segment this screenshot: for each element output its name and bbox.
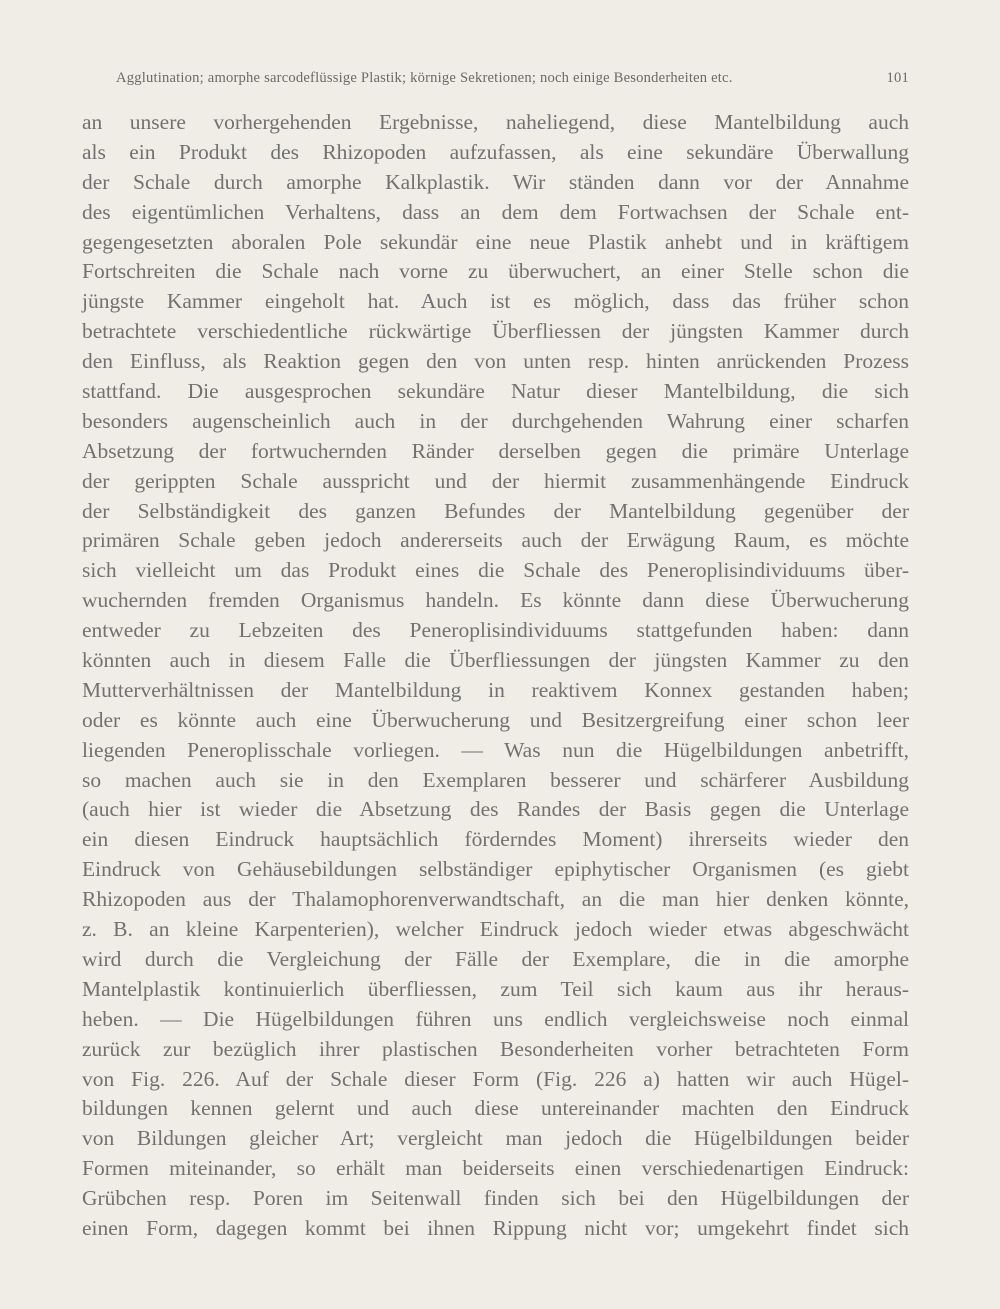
text-line: einen Form, dagegen kommt bei ihnen Rippung nicht vor; umgekehrt findet sich bbox=[82, 1215, 909, 1240]
text-line: als ein Produkt des Rhizopoden aufzufassen, als eine sekundäre Überwallung bbox=[82, 139, 909, 164]
text-line: an unsere vorhergehenden Ergebnisse, naheliegend, diese Mantelbildung auch bbox=[82, 110, 909, 134]
text-line: betrachtete verschiedentliche rückwärtige Überfliessen der jüngsten Kammer durch bbox=[82, 319, 909, 344]
text-line: Rhizopoden aus der Thalamophorenverwandtschaft, an die man hier denken könnte, bbox=[82, 887, 909, 912]
text-line: Grübchen resp. Poren im Seitenwall finden sich bei den Hügelbildungen der bbox=[82, 1186, 909, 1211]
text-line: gegengesetzten aboralen Pole sekundär eine neue Plastik anhebt und in kräftigem bbox=[82, 229, 909, 254]
text-line: stattfand. Die ausgesprochen sekundäre Natur dieser Mantelbildung, die sich bbox=[82, 379, 909, 404]
text-line: entweder zu Lebzeiten des Peneroplisindividuums stattgefunden haben: dann bbox=[82, 618, 909, 643]
text-line: bildungen kennen gelernt und auch diese untereinander machten den Eindruck bbox=[82, 1096, 909, 1121]
running-head bbox=[116, 66, 909, 90]
text-line: wuchernden fremden Organismus handeln. Es könnte dann diese Überwucherung bbox=[82, 588, 909, 613]
text-line: der Schale durch amorphe Kalkplastik. Wir ständen dann vor der Annahme bbox=[82, 169, 909, 194]
text-line: Eindruck von Gehäusebildungen selbständiger epiphytischer Organismen (es giebt bbox=[82, 857, 909, 882]
text-line: von Bildungen gleicher Art; vergleicht man jedoch die Hügelbildungen beider bbox=[82, 1126, 909, 1151]
text-line: Absetzung der fortwuchernden Ränder derselben gegen die primäre Unterlage bbox=[82, 438, 909, 463]
text-line: Fortschreiten die Schale nach vorne zu überwuchert, an einer Stelle schon die bbox=[82, 259, 909, 284]
text-line: ein diesen Eindruck hauptsächlich förderndes Moment) ihrerseits wieder den bbox=[82, 827, 909, 852]
text-line: oder es könnte auch eine Überwucherung und Besitzergreifung einer schon leer bbox=[82, 707, 909, 732]
text-line: liegenden Peneroplisschale vorliegen. — Was nun die Hügelbildungen anbetrifft, bbox=[82, 737, 909, 762]
text-line: primären Schale geben jedoch andererseits auch der Erwägung Raum, es möchte bbox=[82, 528, 909, 553]
text-line: von Fig. 226. Auf der Schale dieser Form (Fig. 226 a) hatten wir auch Hügel- bbox=[82, 1066, 909, 1091]
text-line: der gerippten Schale ausspricht und der hiermit zusammenhängende Eindruck bbox=[82, 468, 909, 493]
text-line: Mantelplastik kontinuierlich überfliessen, zum Teil sich kaum aus ihr heraus- bbox=[82, 976, 909, 1001]
running-head-title: Agglutination; amorphe sarcodeflüssige Plastik; körnige Sekretionen; noch einige Besonderheiten etc. bbox=[116, 70, 733, 86]
text-line: Formen miteinander, so erhält man beiderseits einen verschiedenartigen Eindruck: bbox=[82, 1156, 909, 1181]
text-line: des eigentümlichen Verhaltens, dass an dem dem Fortwachsen der Schale ent- bbox=[82, 199, 909, 224]
text-line: zurück zur bezüglich ihrer plastischen Besonderheiten vorher betrachteten Form bbox=[82, 1036, 909, 1061]
text-line: heben. — Die Hügelbildungen führen uns endlich vergleichsweise noch einmal bbox=[82, 1006, 909, 1031]
page-number: 101 bbox=[886, 70, 909, 86]
text-line: (auch hier ist wieder die Absetzung des Randes der Basis gegen die Unterlage bbox=[82, 797, 909, 822]
body-text bbox=[82, 108, 909, 1244]
text-line: besonders augenscheinlich auch in der durchgehenden Wahrung einer scharfen bbox=[82, 408, 909, 433]
text-line: so machen auch sie in den Exemplaren besserer und schärferer Ausbildung bbox=[82, 767, 909, 792]
text-line: den Einfluss, als Reaktion gegen den von unten resp. hinten anrückenden Prozess bbox=[82, 349, 909, 374]
text-line: z. B. an kleine Karpenterien), welcher Eindruck jedoch wieder etwas abgeschwächt bbox=[82, 917, 909, 942]
text-line: Mutterverhältnissen der Mantelbildung in reaktivem Konnex gestanden haben; bbox=[82, 677, 909, 702]
text-line: sich vielleicht um das Produkt eines die Schale des Peneroplisindividuums über- bbox=[82, 558, 909, 583]
text-line: wird durch die Vergleichung der Fälle der Exemplare, die in die amorphe bbox=[82, 946, 909, 971]
text-line: könnten auch in diesem Falle die Überfliessungen der jüngsten Kammer zu den bbox=[82, 648, 909, 673]
text-line: jüngste Kammer eingeholt hat. Auch ist es möglich, dass das früher schon bbox=[82, 289, 909, 314]
text-line: der Selbständigkeit des ganzen Befundes der Mantelbildung gegenüber der bbox=[82, 498, 909, 523]
